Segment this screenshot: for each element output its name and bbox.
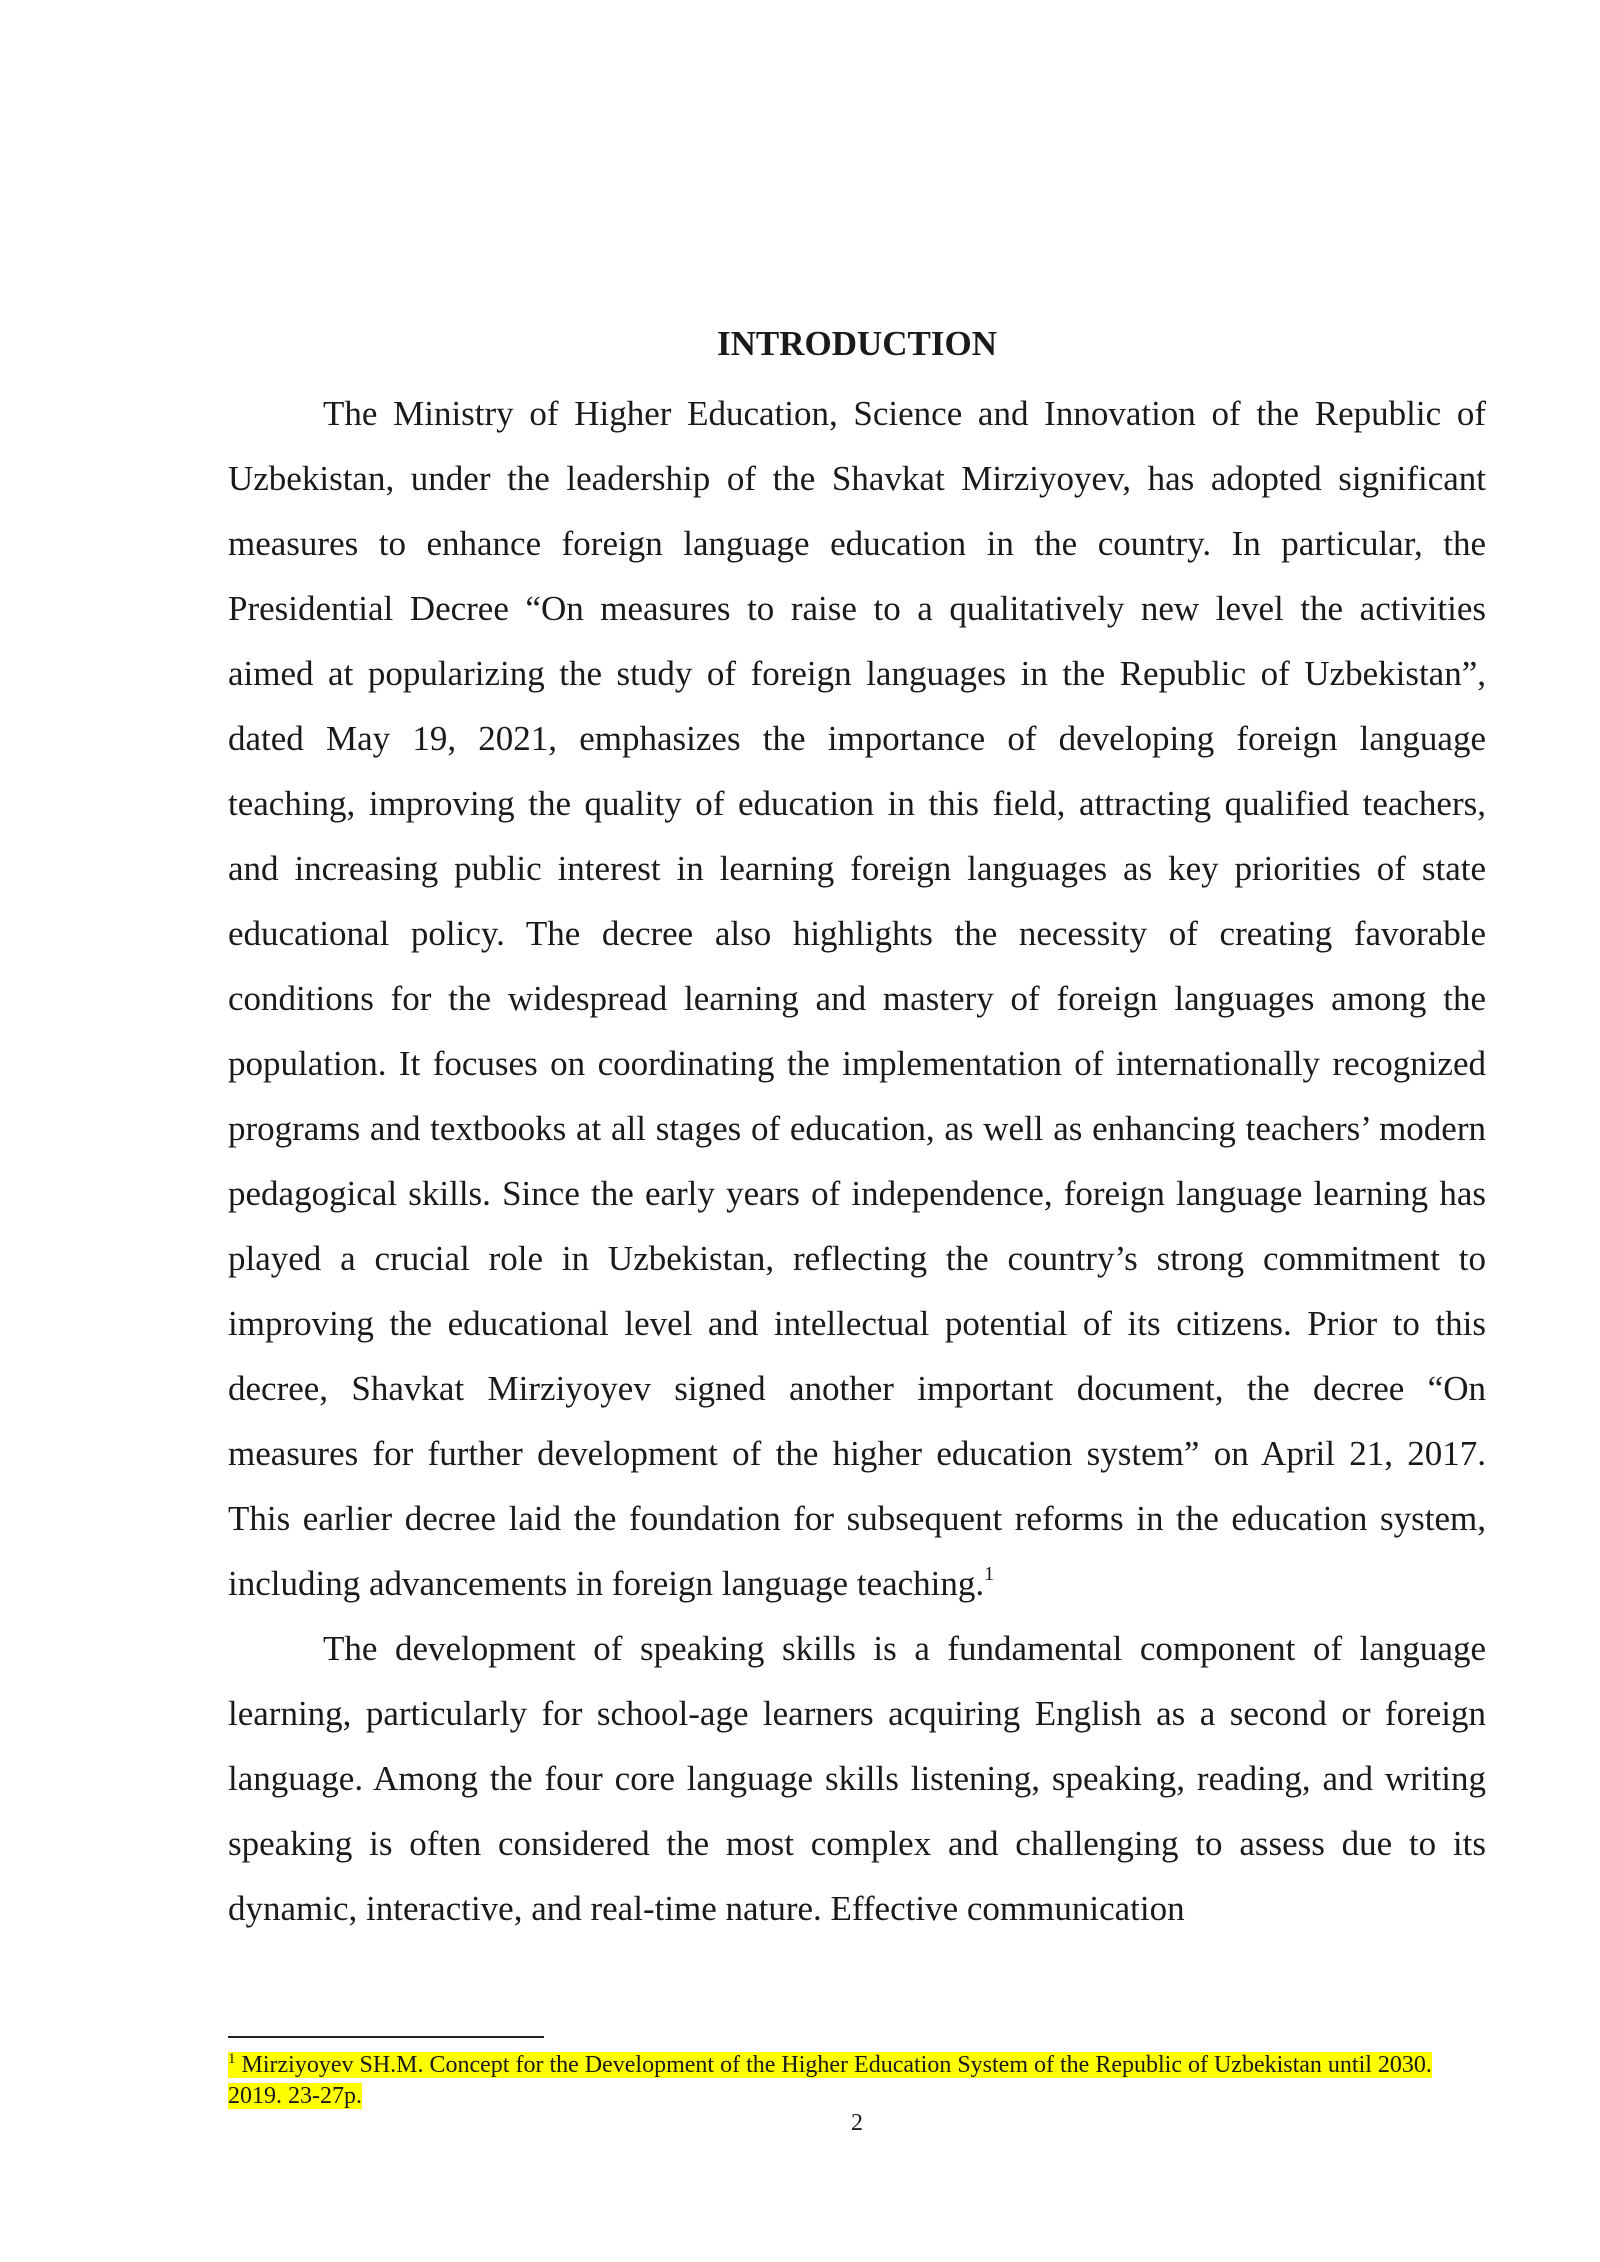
body-text [228,381,1486,1941]
footnote-text: Mirziyoyev SH.M. Concept for the Development of the Higher Education System of the Republic of Uzbekistan until 2030. 2019. 23-27p. [228,2052,1432,2109]
paragraph-1-text: The Ministry of Higher Education, Science and Innovation of the Republic of Uzbekistan, under the leadership of the Shavkat Mirziyoyev, has adopted significant measures to enhance foreign language education in the country. In particular, the Presidential Decree “On measures to raise to a qualitatively new level the activities aimed at popularizing the study of foreign languages in the Republic of Uzbekistan”, dated May 19, 2021, emphasizes the importance of developing foreign language teaching, improving the quality of education in this field, attracting qualified teachers, and increasing public interest in learning foreign languages as key priorities of state educational policy. The decree also highlights the necessity of creating favorable conditions for the widespread learning and mastery of foreign languages among the population. It focuses on coordinating the implementation of internationally recognized programs and textbooks at all stages of education, as well as enhancing teachers’ modern pedagogical skills. Since the early years of independence, foreign language learning has played a crucial role in Uzbekistan, reflecting the country’s strong commitment to improving the educational level and intellectual potential of its citizens. Prior to this decree, Shavkat Mirziyoyev signed another important document, the decree “On measures for further development of the higher education system” on April 21, 2017. This earlier decree laid the foundation for subsequent reforms in the education system, including advancements in foreign language teaching. [228,394,1486,1603]
section-heading: INTRODUCTION [716,324,998,363]
footnote-separator [228,2036,544,2038]
footnote-marker: 1 [228,2051,236,2067]
paragraph-2 [228,1616,1486,1941]
footnote-reference[interactable]: 1 [984,1563,995,1585]
page-number: 2 [851,2110,863,2136]
paragraph-1 [228,381,1486,1616]
paragraph-2-text: The development of speaking skills is a fundamental component of language learning, particularly for school-age learners acquiring English as a second or foreign language. Among the four core language skills listening, speaking, reading, and writing speaking is often considered the most complex and challenging to assess due to its dynamic, interactive, and real-time nature. Effective communication [228,1629,1486,1928]
footnote [228,2044,1486,2112]
